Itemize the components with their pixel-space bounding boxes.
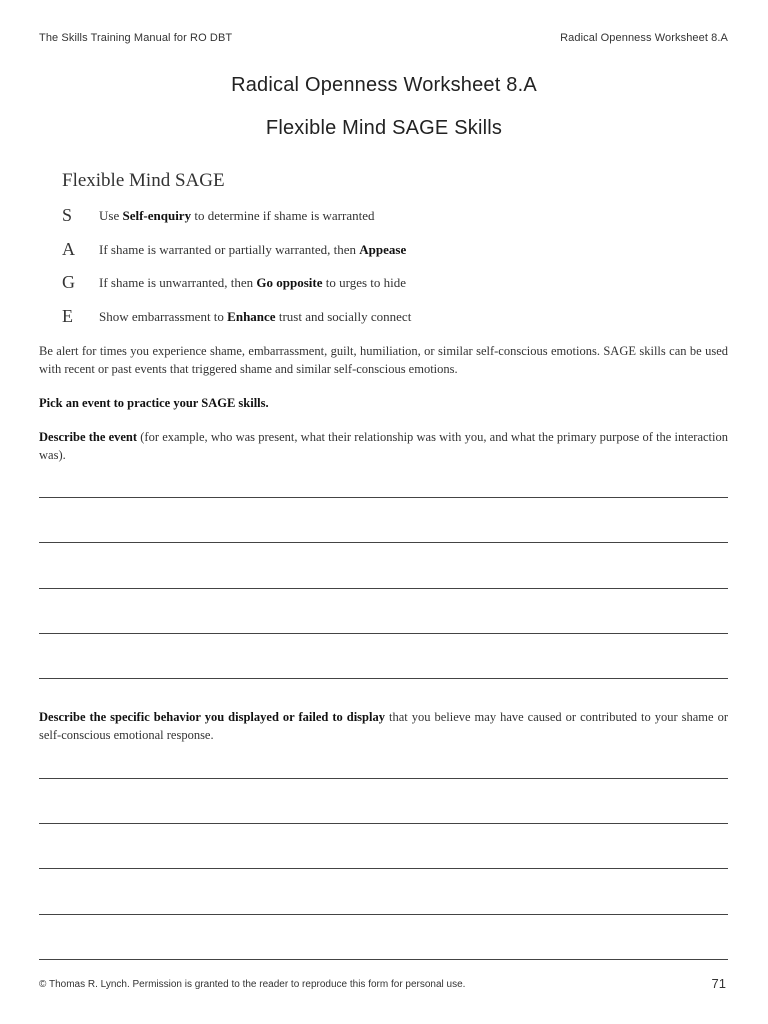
page-number: 71 — [711, 976, 726, 991]
answer-line-behavior-1[interactable] — [39, 778, 728, 779]
pick-event-instruction: Pick an event to practice your SAGE skills. — [39, 396, 269, 410]
answer-line-behavior-3[interactable] — [39, 868, 728, 869]
answer-line-behavior-4[interactable] — [39, 914, 728, 915]
page-subtitle: Flexible Mind SAGE Skills — [265, 117, 503, 139]
sage-letter: G — [62, 272, 75, 292]
describe-event-prompt: Describe the event (for example, who was present, what their relationship was with you, and what the primary purpose of the interaction was). — [39, 430, 728, 462]
sage-item-g — [62, 272, 728, 294]
page-title: Radical Openness Worksheet 8.A — [231, 74, 537, 96]
sage-item-s — [62, 205, 728, 227]
sage-item-e — [62, 306, 728, 328]
intro-paragraph: Be alert for times you experience shame, embarrassment, guilt, humiliation, or similar self-conscious emotions. SAGE skills can be used with recent or past events that triggered shame and similar self-conscious emotions. — [39, 344, 728, 376]
answer-line-behavior-5[interactable] — [39, 959, 728, 960]
sage-description: Use Self-enquiry to determine if shame is warranted — [99, 208, 375, 223]
header-worksheet-title: Radical Openness Worksheet 8.A — [560, 32, 728, 44]
sage-description: If shame is unwarranted, then Go opposite to urges to hide — [99, 275, 407, 290]
sage-letter: A — [62, 239, 75, 259]
answer-line-event-3[interactable] — [39, 588, 728, 589]
answer-line-event-1[interactable] — [39, 497, 728, 498]
sage-heading: Flexible Mind SAGE — [62, 170, 225, 191]
sage-item-a — [62, 239, 728, 261]
sage-description: Show embarrassment to Enhance trust and socially connect — [99, 309, 412, 324]
answer-line-behavior-2[interactable] — [39, 823, 728, 824]
copyright-notice: © Thomas R. Lynch. Permission is granted to the reader to reproduce this form for personal use. — [39, 979, 466, 990]
running-header — [39, 32, 728, 44]
answer-line-event-4[interactable] — [39, 633, 728, 634]
header-book-title: The Skills Training Manual for RO DBT — [39, 32, 233, 44]
answer-line-event-5[interactable] — [39, 678, 728, 679]
sage-letter: S — [62, 205, 73, 225]
describe-behavior-prompt: Describe the specific behavior you displayed or failed to display that you believe may have caused or contributed to your shame or self-conscious emotional response. — [39, 710, 728, 742]
sage-letter: E — [62, 306, 73, 326]
sage-description: If shame is warranted or partially warranted, then Appease — [99, 242, 407, 257]
answer-line-event-2[interactable] — [39, 542, 728, 543]
